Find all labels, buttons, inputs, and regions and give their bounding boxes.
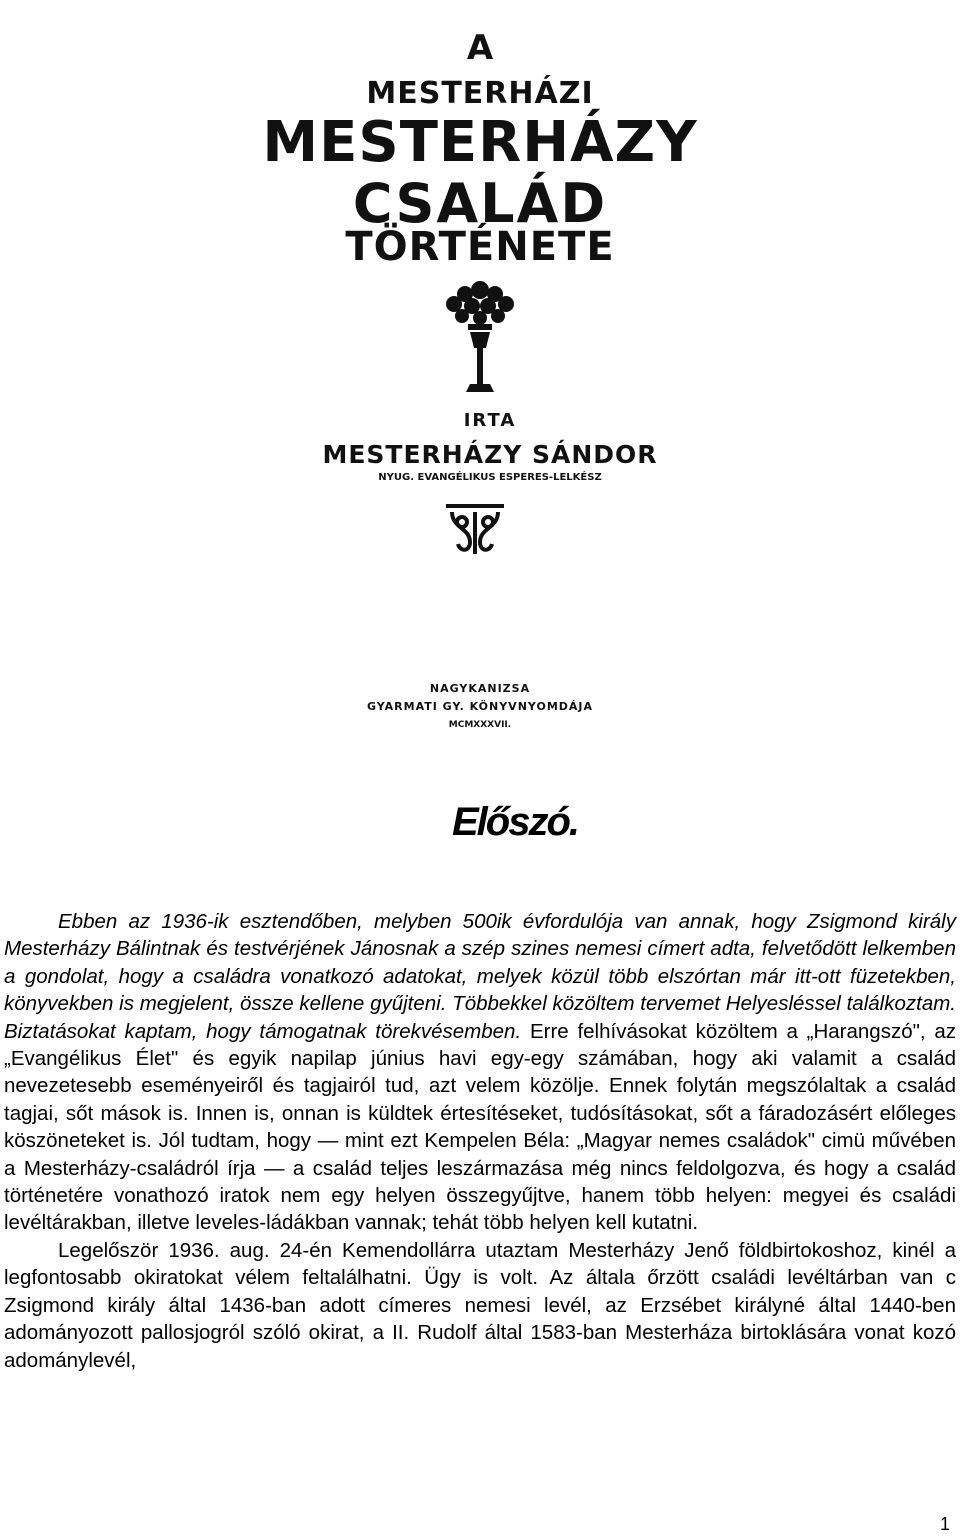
cover-title-line-1: A — [466, 28, 494, 68]
cover-author-title: NYUG. EVANGÉLIKUS ESPERES-LELKÉSZ — [378, 472, 602, 483]
book-cover — [250, 10, 710, 740]
cover-title-line-3: MESTERHÁZY — [262, 110, 698, 175]
paragraph-1-text: Erre felhívásokat közöltem a „Harangszó", az „Evangélikus Élet" és egyik napilap június havi egy-egy számában, hogy aki valamit a család nevezetesebb eseményeiről és tagjairól tud, azt velem közölje. Ennek folytán megszólaltak a család tagjai, sőt mások is. Innen is, onnan is küldtek értesítéseket, tudósításokat, sőt a fáradozásért előleges köszöneteket is. Jól tudtam, hogy — mint ezt Kempelen Béla: „Magyar nemes családok" cimü művében a Mesterházy-családról írja — a család teljes leszármazása még nincs feldolgozva, és hogy a család történetére vonathozó iratok nem egy helyen összegyűjtve, hanem több helyen: megyei és családi levéltárakban, illetve leveles-ládákban vannak; tehát több helyen kell kutatni. — [4, 1019, 957, 1235]
cover-city: NAGYKANIZSA — [429, 682, 531, 695]
cover-printer: GYARMATI GY. KÖNYVNYOMDÁJA — [366, 700, 594, 713]
section-heading: Előszó. — [451, 800, 579, 844]
document-body — [4, 908, 956, 1374]
paragraph-2: Legelőször 1936. aug. 24-én Kemendollárra utaztam Mesterházy Jenő földbirtokoshoz, kinél a legfontosabb okiratokat vélem feltalálhatni. Ügy is volt. Az általa őrzött családi levéltárban van c Zsigmond király által 1436-ban adott címeres nemesi levél, az Erzsébet királyné által 1440-ben adományozott pallosjogról szóló okirat, a II. Rudolf által 1583-ban Mesterháza birtoklására vonat kozó adománylevél, — [4, 1238, 956, 1372]
cover-year: MCMXXXVII. — [448, 720, 512, 730]
printer-ornament-icon — [442, 498, 508, 558]
page-number: 1 — [939, 1514, 950, 1534]
cover-author: MESTERHÁZY SÁNDOR — [322, 440, 658, 469]
paragraph-1-italic-text: Ebben az 1936-ik esztendőben, melyben 500ik évfordulója van annak, hogy Zsigmond király Mesterházy Bálintnak és testvérjének Jánosnak a szép szines nemesi címert adta, felvetődött lelkemben a gondolat, hogy a családra vonatkozó adatokat, melyek közül több elszórtan már itt-ott füzetekben, könyvekben is megjelent, össze kellene gyűjteni. Többekkel közöltem tervemet Helyesléssel találkoztam. Biztatásokat kaptam, hogy támogatnak törekvésemben. — [4, 910, 956, 1043]
paragraph-1 — [4, 908, 956, 1237]
cover-title-line-4: CSALÁD — [352, 172, 608, 235]
cover-by-label: IRTA — [463, 410, 517, 431]
cover-title-line-2: MESTERHÁZI — [366, 76, 594, 111]
cover-title-line-5: TÖRTÉNETE — [345, 224, 615, 270]
vase-ornament-icon — [440, 278, 520, 408]
